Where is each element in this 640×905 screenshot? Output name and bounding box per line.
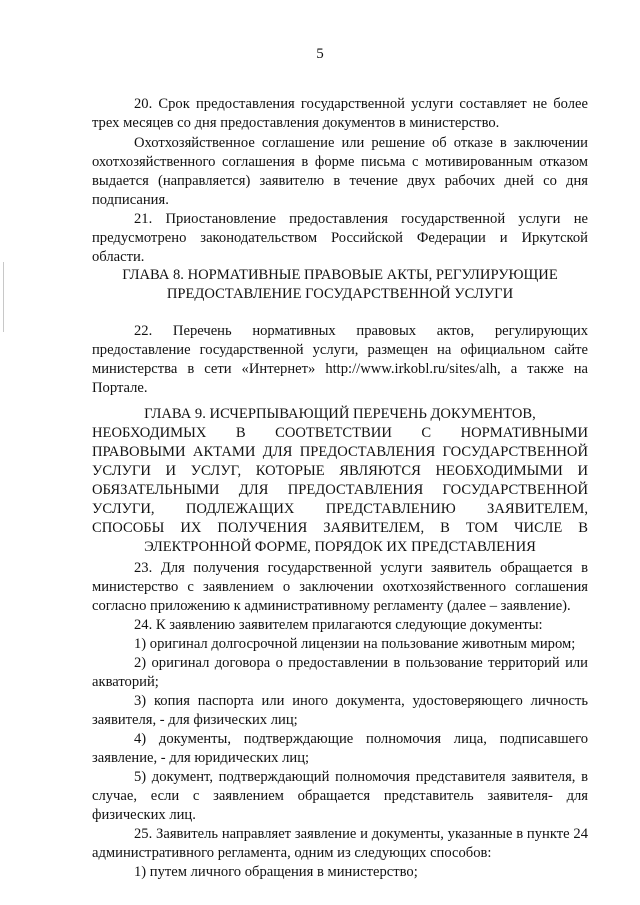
paragraph-23 bbox=[92, 559, 588, 616]
paragraph-25 bbox=[92, 825, 588, 863]
heading-line: ГЛАВА 9. ИСЧЕРПЫВАЮЩИЙ ПЕРЕЧЕНЬ ДОКУМЕНТОВ, bbox=[144, 406, 536, 422]
page-number: 5 bbox=[316, 46, 324, 62]
paragraph-22 bbox=[92, 322, 588, 398]
paragraph-line: 23. Для получения государственной услуги заявитель обращается в bbox=[134, 560, 588, 576]
scan-margin-line bbox=[3, 262, 4, 332]
paragraph-line: 24. К заявлению заявителем прилагаются следующие документы: bbox=[134, 617, 543, 633]
chapter-8-heading bbox=[92, 266, 588, 304]
paragraph-line: 3) копия паспорта или иного документа, удостоверяющего личность bbox=[134, 693, 588, 709]
paragraph-25-item-1 bbox=[92, 863, 588, 882]
paragraph-line: министерство с заявлением о заключении охотхозяйственного соглашения bbox=[92, 579, 588, 595]
paragraph-line: административного регламента, одним из следующих способов: bbox=[92, 845, 492, 861]
paragraph-line: предусмотрено законодательством Российской Федерации и Иркутской bbox=[92, 230, 588, 246]
chapter-9-heading bbox=[92, 405, 588, 557]
heading-line: УСЛУГИ И УСЛУГ, КОТОРЫЕ ЯВЛЯЮТСЯ НЕОБХОДИМЫМИ И bbox=[92, 463, 588, 479]
paragraph-24-item-4 bbox=[92, 730, 588, 768]
paragraph-24 bbox=[92, 616, 588, 635]
paragraph-line: 21. Приостановление предоставления государственной услуги не bbox=[134, 211, 588, 227]
paragraph-24-item-5 bbox=[92, 768, 588, 825]
paragraph-20-agreement bbox=[92, 134, 588, 210]
heading-line: НЕОБХОДИМЫХ В СООТВЕТСТВИИ С НОРМАТИВНЫМИ bbox=[92, 425, 588, 441]
paragraph-line: подписания. bbox=[92, 192, 169, 208]
paragraph-line: министерства в сети «Интернет» http://www.irkobl.ru/sites/alh, а также на bbox=[92, 361, 588, 377]
paragraph-line: 5) документ, подтверждающий полномочия представителя заявителя, в bbox=[134, 769, 588, 785]
heading-line: СПОСОБЫ ИХ ПОЛУЧЕНИЯ ЗАЯВИТЕЛЕМ, В ТОМ ЧИСЛЕ В bbox=[92, 520, 588, 536]
paragraph-21 bbox=[92, 210, 588, 267]
paragraph-line: области. bbox=[92, 249, 145, 265]
paragraph-line: 4) документы, подтверждающие полномочия лица, подписавшего bbox=[134, 731, 588, 747]
paragraph-line: согласно приложению к административному регламенту (далее – заявление). bbox=[92, 598, 571, 614]
heading-line: ПРЕДОСТАВЛЕНИЕ ГОСУДАРСТВЕННОЙ УСЛУГИ bbox=[166, 286, 514, 302]
paragraph-line: 1) оригинал долгосрочной лицензии на пользование животным миром; bbox=[134, 636, 576, 652]
paragraph-line: заявление, - для юридических лиц; bbox=[92, 750, 310, 766]
paragraph-line: случае, если с заявлением обращается представитель заявителя- для bbox=[92, 788, 588, 804]
paragraph-line: предоставление государственной услуги, размещен на официальном сайте bbox=[92, 342, 588, 358]
heading-line: ЭЛЕКТРОННОЙ ФОРМЕ, ПОРЯДОК ИХ ПРЕДСТАВЛЕНИЯ bbox=[144, 539, 536, 555]
paragraph-24-item-1 bbox=[92, 635, 588, 654]
heading-line: ГЛАВА 8. НОРМАТИВНЫЕ ПРАВОВЫЕ АКТЫ, РЕГУЛИРУЮЩИЕ bbox=[122, 267, 558, 283]
paragraph-line: 22. Перечень нормативных правовых актов, регулирующих bbox=[134, 323, 588, 339]
paragraph-line: Портале. bbox=[92, 380, 148, 396]
paragraph-line: охотхозяйственного соглашения в форме письма с мотивированным отказом bbox=[92, 154, 588, 170]
paragraph-24-item-3 bbox=[92, 692, 588, 730]
paragraph-line: акваторий; bbox=[92, 674, 159, 690]
paragraph-line: 20. Срок предоставления государственной услуги составляет не более bbox=[134, 96, 588, 112]
paragraph-line: 2) оригинал договора о предоставлении в пользование территорий или bbox=[134, 655, 588, 671]
paragraph-line: заявителя, - для физических лиц; bbox=[92, 712, 298, 728]
heading-line: УСЛУГИ, ПОДЛЕЖАЩИХ ПРЕДСТАВЛЕНИЮ ЗАЯВИТЕЛЕМ, bbox=[92, 501, 588, 517]
paragraph-24-item-2 bbox=[92, 654, 588, 692]
paragraph-20 bbox=[92, 95, 588, 133]
heading-line: ОБЯЗАТЕЛЬНЫМИ ДЛЯ ПРЕДОСТАВЛЕНИЯ ГОСУДАРСТВЕННОЙ bbox=[92, 482, 588, 498]
paragraph-line: Охотхозяйственное соглашение или решение об отказе в заключении bbox=[134, 135, 588, 151]
heading-line: ПРАВОВЫМИ АКТАМИ ДЛЯ ПРЕДОСТАВЛЕНИЯ ГОСУДАРСТВЕННОЙ bbox=[92, 444, 588, 460]
paragraph-line: 1) путем личного обращения в министерство; bbox=[134, 864, 418, 880]
paragraph-line: трех месяцев со дня предоставления документов в министерство. bbox=[92, 115, 500, 131]
paragraph-line: физических лиц. bbox=[92, 807, 196, 823]
paragraph-line: 25. Заявитель направляет заявление и документы, указанные в пункте 24 bbox=[134, 826, 588, 842]
paragraph-line: выдается (направляется) заявителю в течение двух рабочих дней со дня bbox=[92, 173, 588, 189]
